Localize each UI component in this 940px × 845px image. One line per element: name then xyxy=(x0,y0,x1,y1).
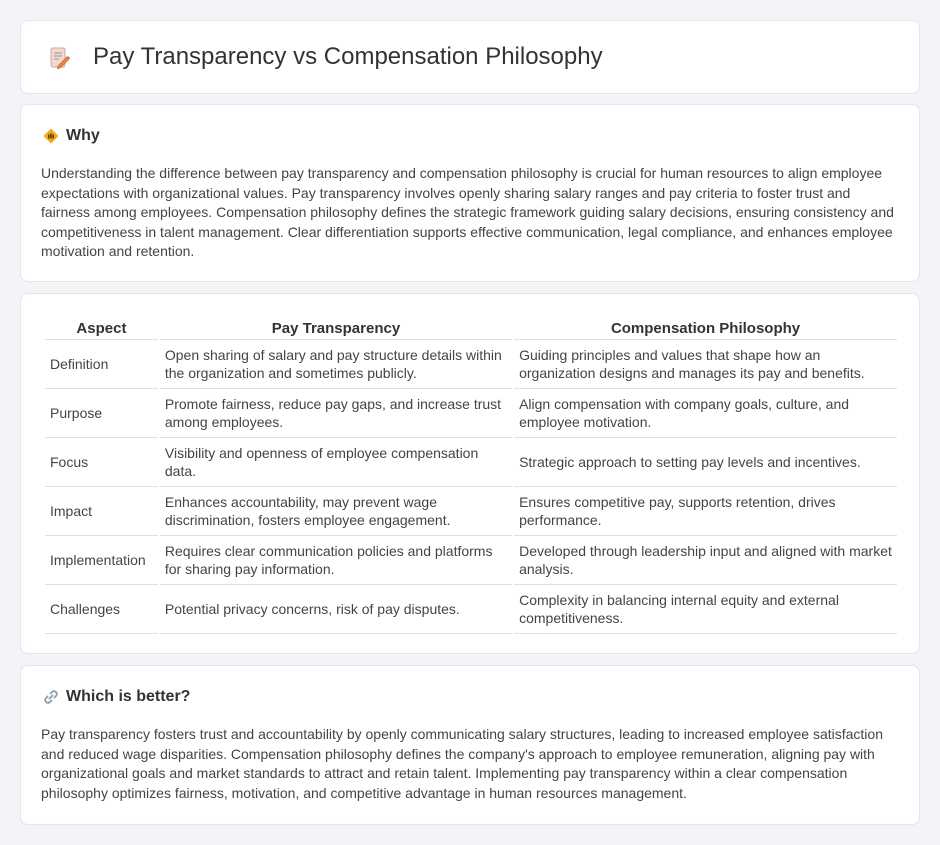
table-row xyxy=(45,438,897,487)
better-heading: Which is better? xyxy=(66,688,191,705)
pay-transparency-cell: Requires clear communication policies and platforms for sharing pay information. xyxy=(160,536,512,585)
compensation-philosophy-cell: Guiding principles and values that shape how an organization designs and manages its pay and benefits. xyxy=(514,340,897,389)
compensation-philosophy-cell: Developed through leadership input and aligned with market analysis. xyxy=(514,536,897,585)
pay-transparency-cell: Open sharing of salary and pay structure details within the organization and sometimes publicly. xyxy=(160,340,512,389)
pay-transparency-cell: Promote fairness, reduce pay gaps, and increase trust among employees. xyxy=(160,389,512,438)
why-heading: Why xyxy=(66,127,100,144)
table-header-row xyxy=(45,317,897,340)
pay-transparency-cell: Visibility and openness of employee compensation data. xyxy=(160,438,512,487)
pay-transparency-cell: Enhances accountability, may prevent wage discrimination, fosters employee engagement. xyxy=(160,487,512,536)
page-title: Pay Transparency vs Compensation Philosophy xyxy=(93,43,603,70)
aspect-cell: Impact xyxy=(45,487,158,536)
document-pencil-icon xyxy=(47,46,71,70)
better-text: Pay transparency fosters trust and accountability by openly communicating salary structures, leading to increased employee satisfaction and reduced wage disparities. Compensation philosophy defines the company's approach to employee remuneration, aligning pay with organizational goals and market standards to attract and retain talent. Implementing pay transparency within a clear compensation philosophy optimizes fairness, motivation, and competitive advantage in human resources management. xyxy=(41,726,883,801)
column-header: Aspect xyxy=(45,317,158,340)
title-card xyxy=(20,20,920,94)
why-section xyxy=(20,104,920,282)
aspect-cell: Definition xyxy=(45,340,158,389)
why-header xyxy=(43,127,100,145)
aspect-cell: Implementation xyxy=(45,536,158,585)
comparison-section xyxy=(20,293,920,654)
compensation-philosophy-cell: Align compensation with company goals, culture, and employee motivation. xyxy=(514,389,897,438)
compensation-philosophy-cell: Strategic approach to setting pay levels and incentives. xyxy=(514,438,897,487)
aspect-cell: Focus xyxy=(45,438,158,487)
why-text: Understanding the difference between pay transparency and compensation philosophy is crucial for human resources to align employee expectations with organizational values. Pay transparency involves openly sharing salary ranges and pay criteria to foster trust and fairness among employees. Compensation philosophy defines the strategic framework guiding salary decisions, ensuring consistency and competitiveness in talent management. Clear differentiation supports effective communication, legal compliance, and enhances employee motivation and retention. xyxy=(41,165,894,260)
table-row xyxy=(45,389,897,438)
table-row xyxy=(45,487,897,536)
better-header xyxy=(43,688,190,706)
pay-transparency-cell: Potential privacy concerns, risk of pay disputes. xyxy=(160,585,512,634)
diamond-sign-icon xyxy=(43,128,59,144)
aspect-cell: Challenges xyxy=(45,585,158,634)
column-header: Compensation Philosophy xyxy=(514,317,897,340)
table-row xyxy=(45,340,897,389)
compensation-philosophy-cell: Ensures competitive pay, supports retention, drives performance. xyxy=(514,487,897,536)
compensation-philosophy-cell: Complexity in balancing internal equity and external competitiveness. xyxy=(514,585,897,634)
table-row xyxy=(45,585,897,634)
column-header: Pay Transparency xyxy=(160,317,512,340)
table-row xyxy=(45,536,897,585)
which-is-better-section xyxy=(20,665,920,825)
comparison-table xyxy=(43,317,899,634)
link-icon xyxy=(43,689,59,705)
aspect-cell: Purpose xyxy=(45,389,158,438)
